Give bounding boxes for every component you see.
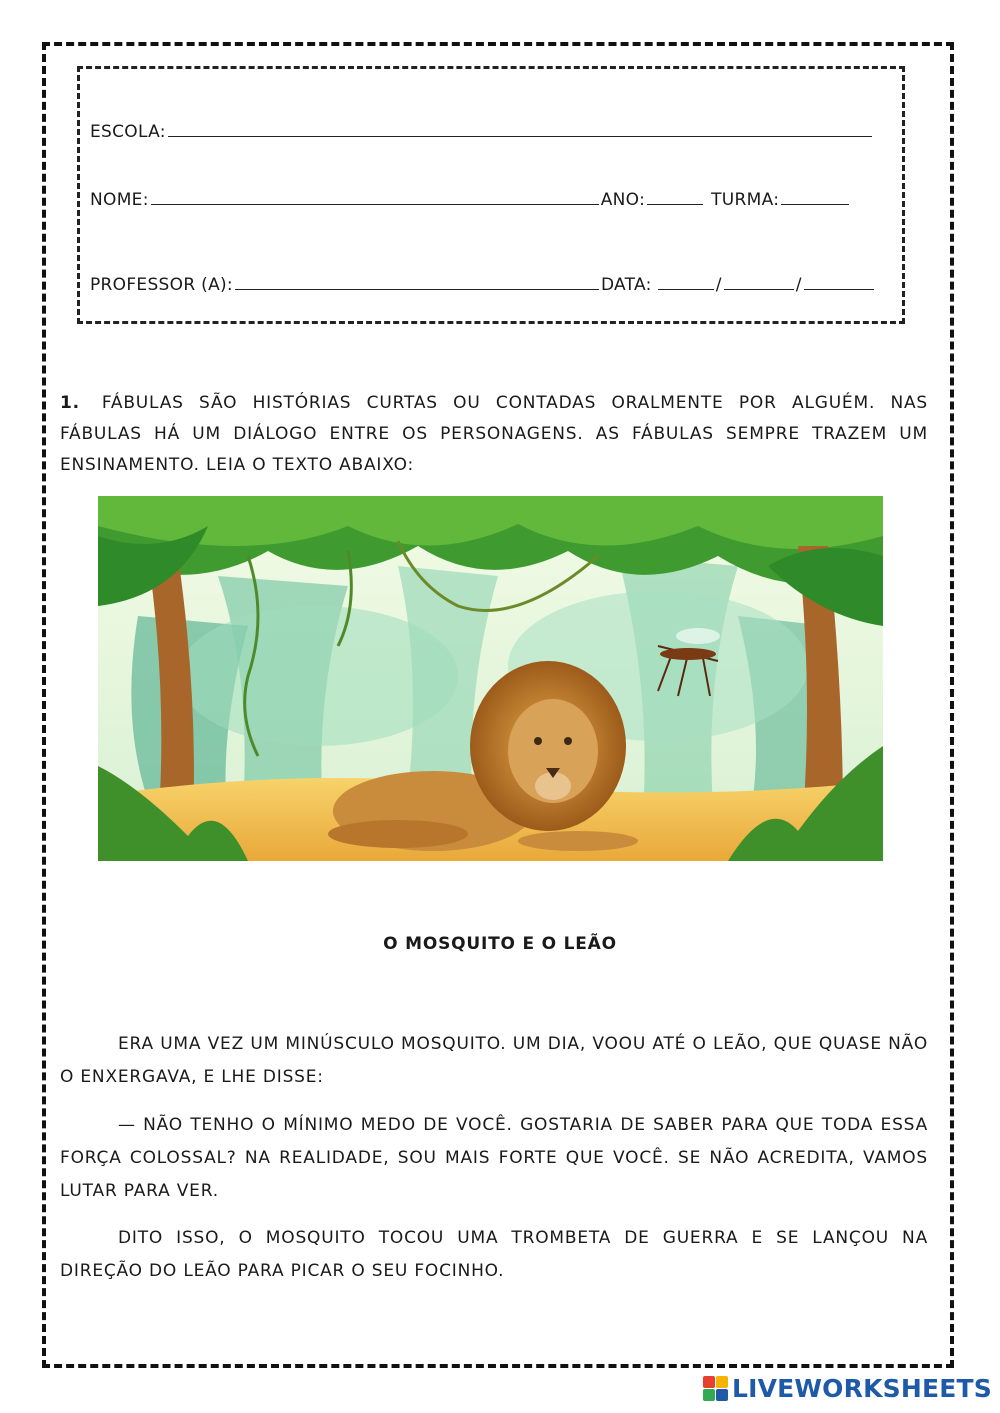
nome-row [90,190,851,210]
nome-field[interactable] [151,190,599,205]
date-month-field[interactable] [724,275,794,290]
question-number: 1. [60,393,80,413]
nome-label: NOME: [90,190,149,210]
professor-field[interactable] [235,275,599,290]
ano-field[interactable] [647,190,703,205]
brand-name: LIVEWORKSHEETS [731,1374,992,1403]
professor-row [90,275,876,295]
liveworksheets-brand [703,1374,992,1403]
logo-tile [703,1376,715,1388]
logo-tile [716,1376,728,1388]
lion-mosquito-illustration [98,496,883,861]
question-1 [60,388,928,481]
date-year-field[interactable] [804,275,874,290]
escola-label: ESCOLA: [90,122,166,142]
ano-label: ANO: [600,190,646,210]
date-day-field[interactable] [658,275,714,290]
logo-tile [716,1389,728,1401]
story-title: O MOSQUITO E O LEÃO [383,934,617,954]
story-paragraph: ERA UMA VEZ UM MINÚSCULO MOSQUITO. UM DIA, VOOU ATÉ O LEÃO, QUE QUASE NÃO O ENXERGAVA, E LHE DISSE: [60,1034,928,1087]
turma-label: TURMA: [711,190,780,210]
data-label: DATA: [600,275,652,295]
professor-label: PROFESSOR (A): [90,275,233,295]
story-paragraph: — NÃO TENHO O MÍNIMO MEDO DE VOCÊ. GOSTARIA DE SABER PARA QUE TODA ESSA FORÇA COLOSSAL? NA REALIDADE, SOU MAIS FORTE QUE VOCÊ. SE NÃO ACREDITA, VAMOS LUTAR PARA VER. [60,1115,928,1201]
turma-field[interactable] [781,190,849,205]
date-separator: / [795,275,802,295]
question-text: FÁBULAS SÃO HISTÓRIAS CURTAS OU CONTADAS ORALMENTE POR ALGUÉM. NAS FÁBULAS HÁ UM DIÁLOGO ENTRE OS PERSONAGENS. AS FÁBULAS SEMPRE TRAZEM UM ENSINAMENTO. LEIA O TEXTO ABAIXO: [60,393,928,475]
escola-row [90,122,874,142]
logo-tile [703,1389,715,1401]
date-separator: / [715,275,722,295]
liveworksheets-logo [703,1376,728,1401]
escola-field[interactable] [168,122,872,137]
story-paragraph: DITO ISSO, O MOSQUITO TOCOU UMA TROMBETA DE GUERRA E SE LANÇOU NA DIREÇÃO DO LEÃO PARA PICAR O SEU FOCINHO. [60,1228,928,1281]
